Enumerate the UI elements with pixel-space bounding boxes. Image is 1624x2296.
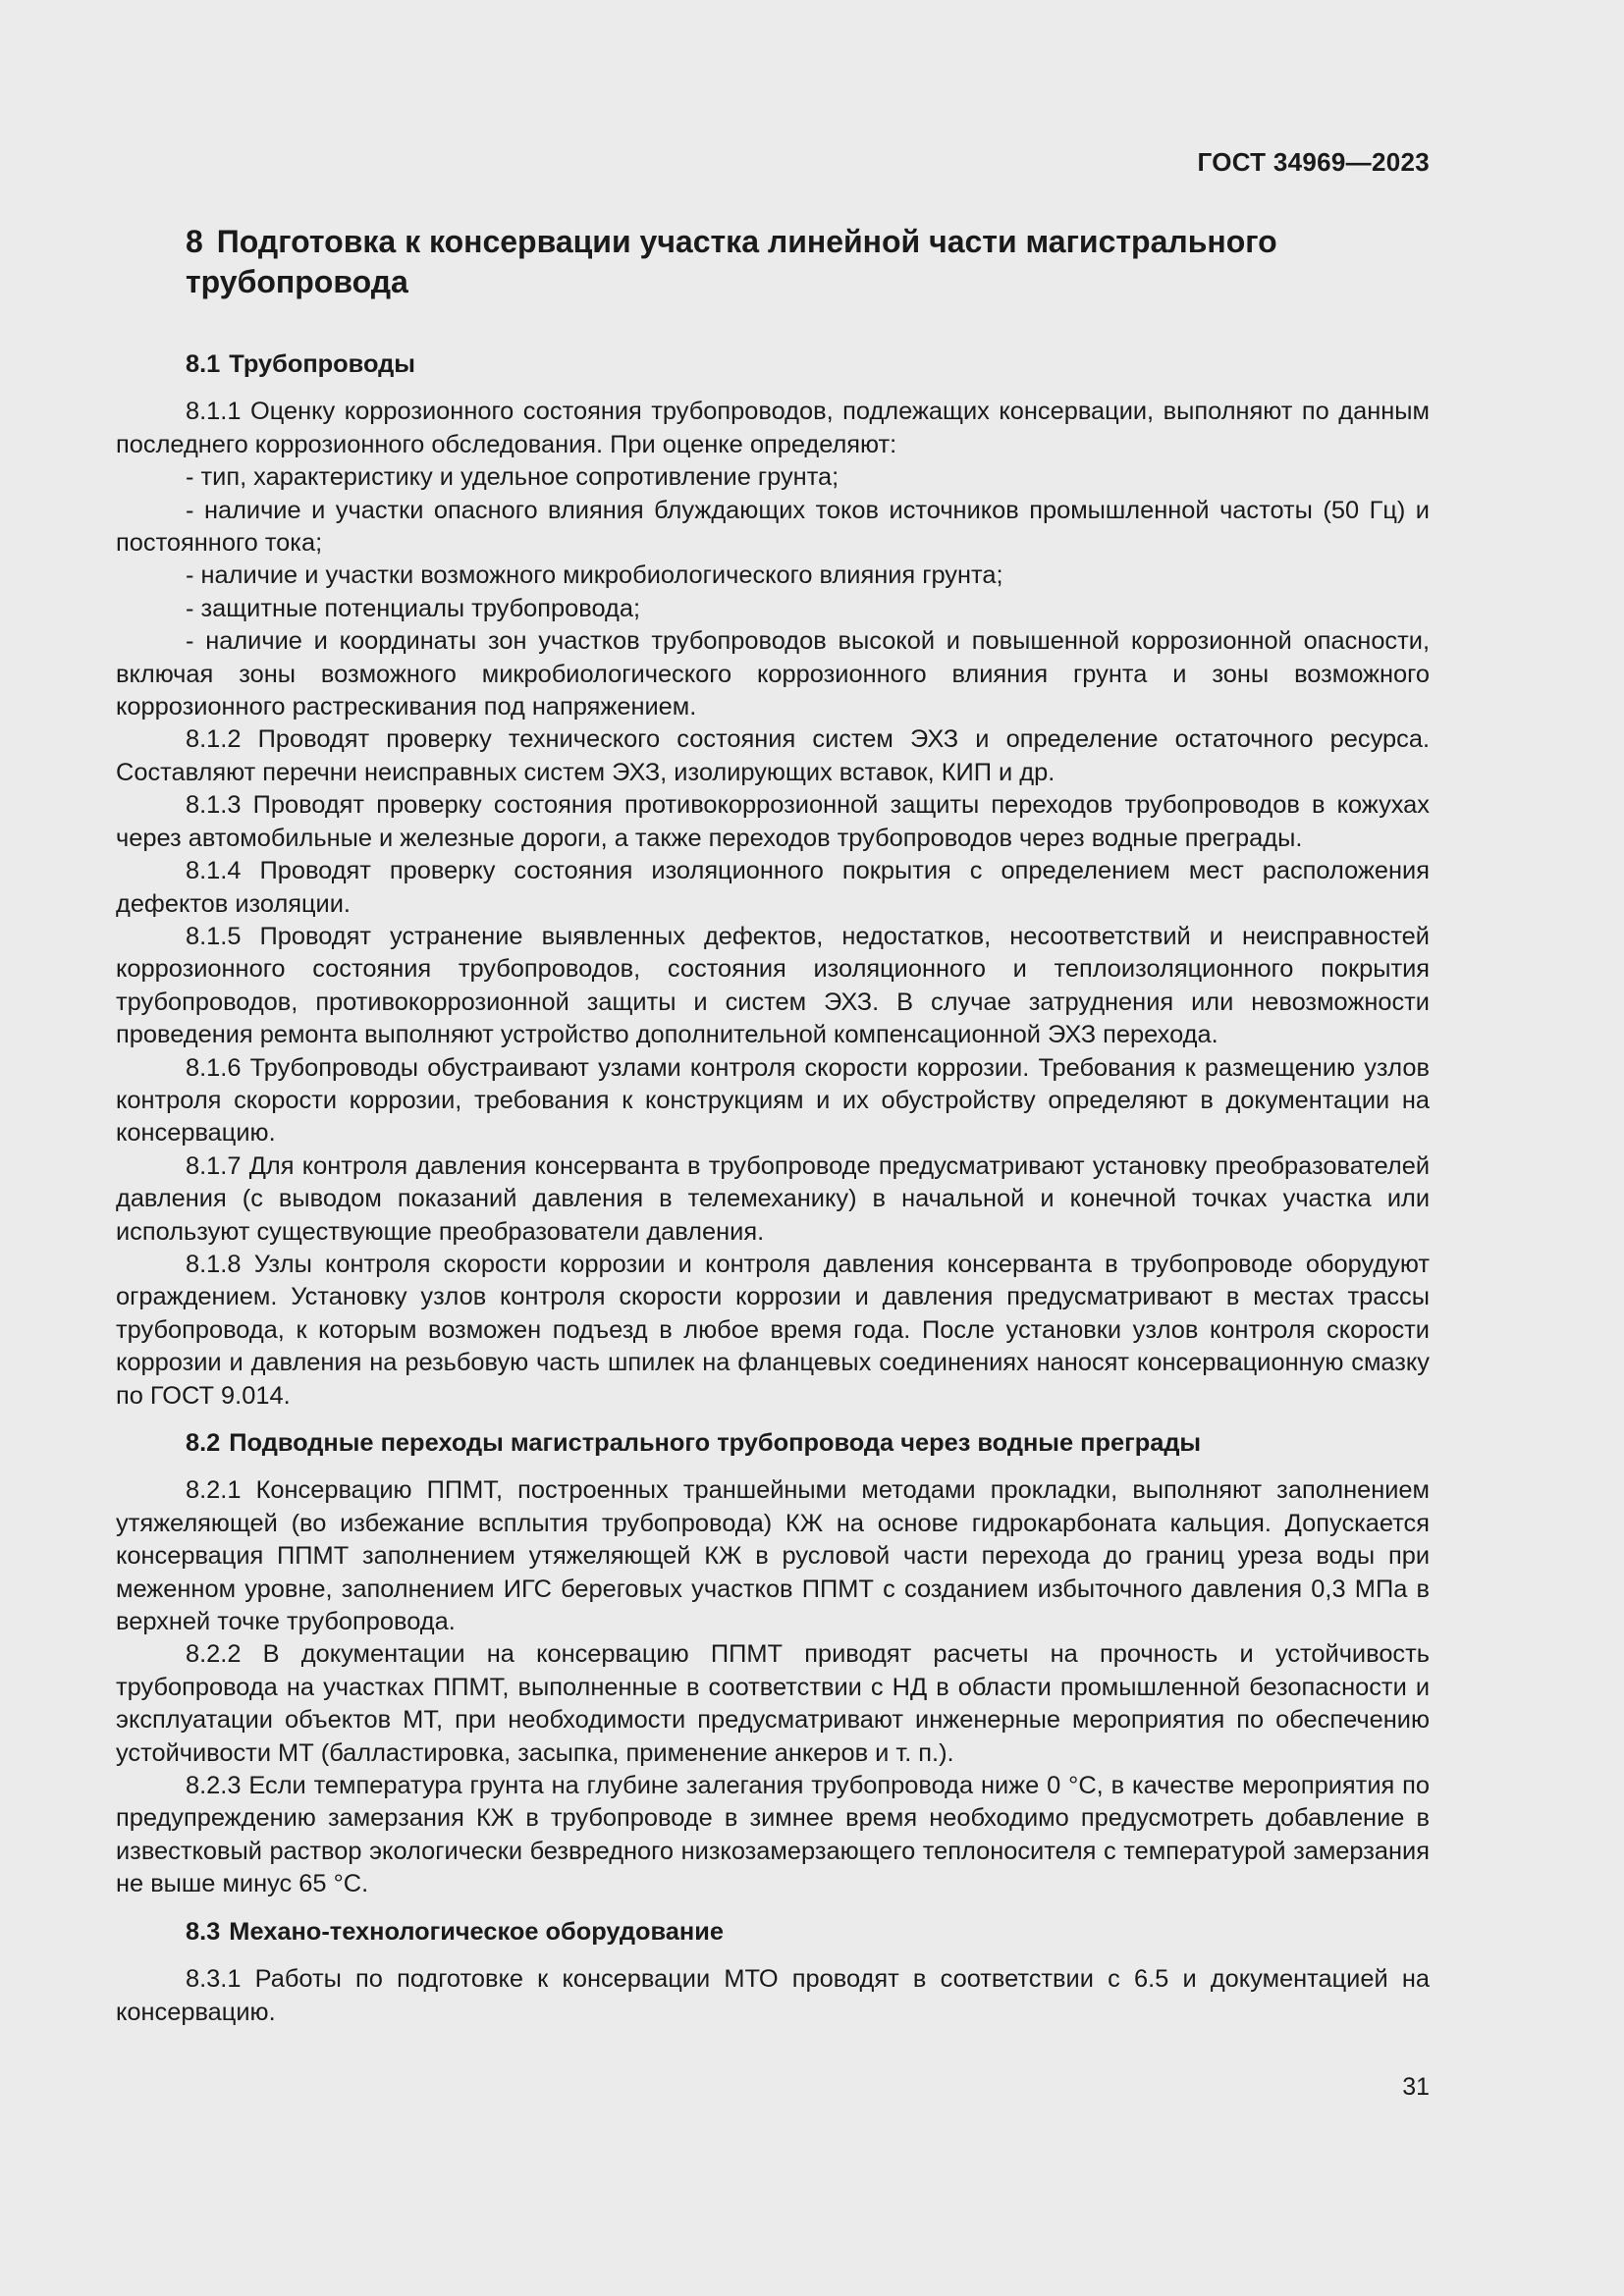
section-number: 8.2 (186, 1429, 221, 1457)
list-item: - наличие и координаты зон участков трубопроводов высокой и повышенной коррозионной опасности, включая зоны возможного микробиологического коррозионного влияния грунта и зоны возможного коррозионного растрескивания под напряжением. (116, 627, 1430, 721)
section-title: Подводные переходы магистрального трубопровода через водные преграды (229, 1429, 1202, 1457)
paragraph-8-1-4: 8.1.4 Проводят проверку состояния изоляционного покрытия с определением мест расположения дефектов изоляции. (116, 857, 1430, 918)
paragraph-8-1-8: 8.1.8 Узлы контроля скорости коррозии и контроля давления консерванта в трубопроводе оборудуют ограждением. Установку узлов контроля скорости коррозии и давления предусматривают в местах трассы трубопровода, к которым возможен подъезд в любое время года. После установки узлов контроля скорости коррозии и давления на резьбовую часть шпилек на фланцевых соединениях наносят консервационную смазку по ГОСТ 9.014. (116, 1250, 1430, 1410)
paragraph-8-2-1: 8.2.1 Консервацию ППМТ, построенных траншейными методами прокладки, выполняют заполнением утяжеляющей (во избежание всплытия трубопровода) КЖ на основе гидрокарбоната кальция. Допускается консервация ППМТ заполнением утяжеляющей КЖ в русловой части перехода до границ уреза воды при меженном уровне, заполнением ИГС береговых участков ППМТ с созданием избыточного давления 0,3 МПа в верхней точке трубопровода. (116, 1476, 1430, 1636)
section-title: Механо-технологическое оборудование (229, 1917, 724, 1946)
page-number: 31 (1402, 2073, 1430, 2101)
chapter-heading (186, 222, 1364, 302)
list-item: - наличие и участки возможного микробиологического влияния грунта; (186, 561, 1003, 590)
section-title: Трубопроводы (229, 350, 415, 378)
document-code: ГОСТ 34969—2023 (1197, 147, 1430, 177)
chapter-number: 8 (186, 224, 203, 259)
paragraph-8-1-3: 8.1.3 Проводят проверку состояния противокоррозионной защиты переходов трубопроводов в кожухах через автомобильные и железные дороги, а также переходов трубопроводов через водные преграды. (116, 791, 1430, 852)
chapter-title-text: Подготовка к консервации участка линейной части магистрального трубопровода (186, 224, 1277, 299)
section-heading-8-3 (116, 1916, 1430, 1949)
list-item: - наличие и участки опасного влияния блуждающих токов источников промышленной частоты (50 Гц) и постоянного тока; (116, 496, 1430, 558)
paragraph-8-2-3: 8.2.3 Если температура грунта на глубине залегания трубопровода ниже 0 °С, в качестве мероприятия по предупреждению замерзания КЖ в трубопроводе в зимнее время необходимо предусмотреть добавление в известковый раствор экологически безвредного низкозамерзающего теплоносителя с температурой замерзания не выше минус 65 °С. (116, 1772, 1430, 1898)
list-item: - тип, характеристику и удельное сопротивление грунта; (186, 463, 839, 492)
paragraph-8-3-1: 8.3.1 Работы по подготовке к консервации МТО проводят в соответствии с 6.5 и документацией на консервацию. (116, 1965, 1430, 2026)
paragraph-8-1-6: 8.1.6 Трубопроводы обустраивают узлами контроля скорости коррозии. Требования к размещению узлов контроля скорости коррозии, требования к конструкциям и их обустройству определяют в документации на консервацию. (116, 1053, 1430, 1148)
paragraph-8-1-7: 8.1.7 Для контроля давления консерванта в трубопроводе предусматривают установку преобразователей давления (с выводом показаний давления в телемеханику) в начальной и конечной точках участка или используют существующие преобразователи давления. (116, 1151, 1430, 1246)
section-heading-8-2 (116, 1427, 1430, 1460)
paragraph-8-1-1: 8.1.1 Оценку коррозионного состояния трубопроводов, подлежащих консервации, выполняют по данным последнего коррозионного обследования. При оценке определяют: (116, 398, 1430, 458)
section-number: 8.3 (186, 1917, 221, 1946)
paragraph-8-1-2: 8.1.2 Проводят проверку технического состояния систем ЭХЗ и определение остаточного ресурса. Составляют перечни неисправных систем ЭХЗ, изолирующих вставок, КИП и др. (116, 725, 1430, 786)
document-body (116, 348, 1430, 2029)
list-item: - защитные потенциалы трубопровода; (186, 594, 641, 622)
paragraph-8-2-2: 8.2.2 В документации на консервацию ППМТ приводят расчеты на прочность и устойчивость трубопровода на участках ППМТ, выполненные в соответствии с НД в области промышленной безопасности и эксплуатации объектов МТ, при необходимости предусматривают инженерные мероприятия по обеспечению устойчивости МТ (балластировка, засыпка, применение анкеров и т. п.). (116, 1640, 1430, 1767)
section-heading-8-1 (116, 348, 1430, 381)
paragraph-8-1-5: 8.1.5 Проводят устранение выявленных дефектов, недостатков, несоответствий и неисправностей коррозионного состояния трубопроводов, состояния изоляционного и теплоизоляционного покрытия трубопроводов, противокоррозионной защиты и систем ЭХЗ. В случае затруднения или невозможности проведения ремонта выполняют устройство дополнительной компенсационной ЭХЗ перехода. (116, 922, 1430, 1049)
section-number: 8.1 (186, 350, 221, 378)
